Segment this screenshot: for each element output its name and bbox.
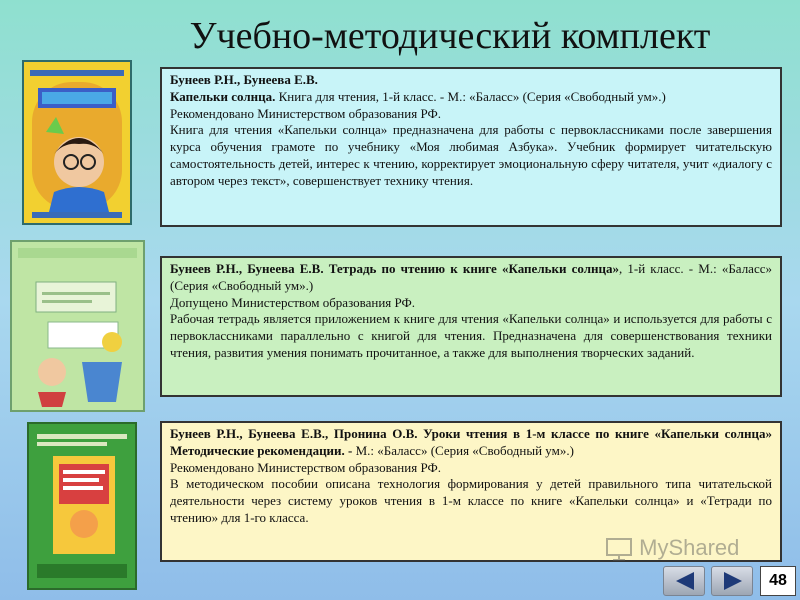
book-meta: Книга для чтения, 1-й класс. - М.: «Баласс» (Серия «Свободный ум».) — [275, 88, 666, 104]
triangle-left-icon — [672, 570, 698, 592]
book-cover-kapelki — [22, 60, 132, 225]
book-approval: Допущено Министерством образования РФ. — [170, 294, 416, 310]
watermark — [605, 533, 765, 563]
prev-slide-button[interactable] — [663, 566, 705, 596]
book-approval: Рекомендовано Министерством образования РФ. — [170, 459, 441, 475]
watermark-text: MyShared — [639, 535, 740, 560]
presentation-icon — [605, 537, 633, 561]
book-text: В методическом пособии описана технология формирования у детей правильного типа читательской деятельности через систему уроков чтения в 1-м классе по книге «Капельки солнца» и «Тетради по чтению» для 1-го класса. — [170, 476, 772, 525]
slide-title: Учебно-методический комплект — [189, 15, 711, 57]
book-approval: Рекомендовано Министерством образования РФ. — [170, 105, 441, 121]
next-slide-button[interactable] — [711, 566, 753, 596]
book-text: Рабочая тетрадь является приложением к книге для чтения «Капельки солнца» и используется для работы с первоклассниками параллельно с книгой для чтения. Предназначена для совершенствования техники чтения, развития умения понимать прочитанное, а также для выполнения творческих заданий. — [170, 311, 772, 360]
book-text: Книга для чтения «Капельки солнца» предназначена для работы с первоклассниками после завершения курса обучения грамоте по учебнику «Моя любимая Азбука». Учебник формирует читательскую самостоятельность детей, интерес к чтению, корректирует эмоциональную сферу читателя, учит «диалогу с автором через текст», совершенствует технику чтения. — [170, 122, 772, 188]
book-authors: Бунеев Р.Н., Бунеева Е.В. — [170, 72, 318, 87]
triangle-right-icon — [720, 570, 746, 592]
cover-illustration — [12, 242, 143, 410]
book-meta: М.: «Баласс» (Серия «Свободный ум».) — [352, 442, 574, 458]
book-authors: Бунеев Р.Н., Бунеева Е.В. Тетрадь по чтению к книге «Капельки солнца» — [170, 261, 619, 276]
book-title: Капельки солнца. — [170, 88, 276, 104]
book-cover-uroki — [27, 422, 137, 590]
book-description-2 — [160, 256, 782, 397]
cover-illustration — [29, 424, 135, 588]
cover-illustration — [24, 62, 130, 223]
book-meta: , 1-й класс. - М.: «Баласс» (Серия «Свободный ум».) — [170, 261, 772, 293]
page-number: 48 — [760, 566, 796, 596]
book-authors: Бунеев Р.Н., Бунеева Е.В., Пронина О.В. Уроки чтения в 1-м классе по книге «Капельки солнца» Методические рекомендации. - — [170, 426, 772, 458]
book-cover-tetrad — [10, 240, 145, 412]
book-description-1 — [160, 67, 782, 227]
